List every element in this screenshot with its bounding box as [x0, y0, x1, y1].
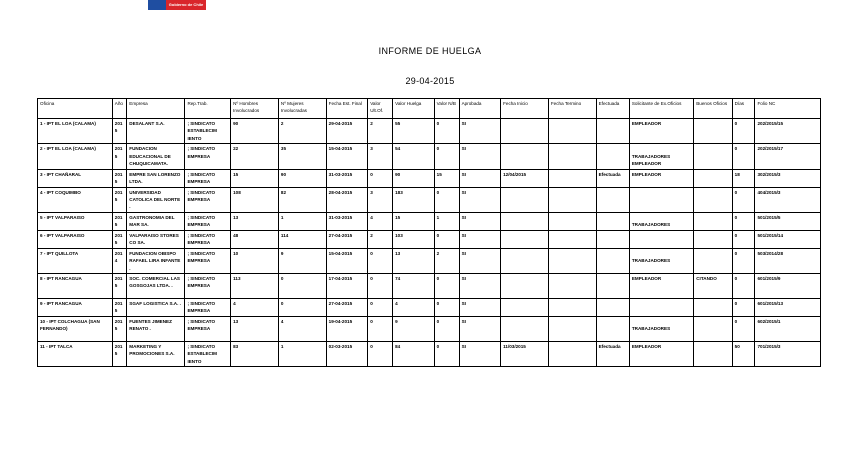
- cell-oficina: 11 - IPT TALCA: [38, 341, 113, 366]
- logo-text: Gobierno de Chile: [166, 0, 206, 10]
- cell-inicio: [501, 298, 549, 316]
- cell-huelga: 74: [393, 273, 435, 298]
- cell-inicio: 11/03/2015: [501, 341, 549, 366]
- cell-empresa: SOC. COMERCIAL LAS GOSGOJAS LTDA. .: [127, 273, 185, 298]
- cell-hombres: 13: [231, 316, 279, 341]
- cell-buenos: [694, 341, 732, 366]
- cell-aprobada: SI: [459, 230, 501, 248]
- cell-folio: 503/2014/28: [755, 248, 821, 273]
- cell-termino: [548, 144, 596, 169]
- cell-rep: ; SINDICATO EMPRESA: [185, 169, 231, 187]
- cell-rep: ; SINDICATO EMPRESA: [185, 144, 231, 169]
- cell-folio: 404/2015/3: [755, 187, 821, 212]
- cell-anio: 2015: [112, 341, 127, 366]
- cell-nb: 0: [434, 298, 459, 316]
- col-header: Días: [732, 99, 755, 119]
- cell-fecha-final: 02-03-2015: [326, 341, 368, 366]
- cell-termino: [548, 212, 596, 230]
- cell-solicitante: [629, 341, 693, 366]
- cell-empresa: VALPARAISO STORES CO SA.: [127, 230, 185, 248]
- table-body: [38, 119, 821, 367]
- cell-folio: 601/2015/13: [755, 298, 821, 316]
- cell-nb: 0: [434, 144, 459, 169]
- col-header: Valor N/B: [434, 99, 459, 119]
- table-header-row: [38, 99, 821, 119]
- cell-oficina: 3 - IPT CHAÑARAL: [38, 169, 113, 187]
- table-row: [38, 212, 821, 230]
- solicitante-trabajadores: TRABAJADORES: [631, 326, 671, 332]
- solicitante-empleador: EMPLEADOR: [631, 343, 662, 349]
- cell-mujeres: 1: [278, 341, 326, 366]
- cell-empresa: DESALANT S.A.: [127, 119, 185, 144]
- cell-fecha-final: 28-04-2015: [326, 187, 368, 212]
- cell-efectuada: Efectuada: [596, 341, 629, 366]
- cell-folio: 701/2015/3: [755, 341, 821, 366]
- cell-buenos: [694, 212, 732, 230]
- cell-rep: ; SINDICATO EMPRESA: [185, 248, 231, 273]
- cell-ult-of: 4: [368, 212, 393, 230]
- table-row: [38, 169, 821, 187]
- solicitante-trabajadores: TRABAJADORES: [631, 222, 671, 228]
- cell-mujeres: 35: [278, 144, 326, 169]
- cell-folio: 202/2015/17: [755, 144, 821, 169]
- cell-ult-of: 0: [368, 316, 393, 341]
- cell-oficina: 6 - IPT VALPARAISO: [38, 230, 113, 248]
- cell-dias: 0: [732, 273, 755, 298]
- col-header: Rep.Trab.: [185, 99, 231, 119]
- cell-solicitante: [629, 169, 693, 187]
- cell-aprobada: SI: [459, 341, 501, 366]
- cell-nb: 15: [434, 169, 459, 187]
- cell-huelga: 13: [393, 248, 435, 273]
- table-row: [38, 119, 821, 144]
- cell-aprobada: SI: [459, 144, 501, 169]
- cell-nb: 0: [434, 273, 459, 298]
- cell-rep: ; SINDICATO EMPRESA: [185, 212, 231, 230]
- cell-mujeres: 0: [278, 298, 326, 316]
- cell-efectuada: [596, 248, 629, 273]
- cell-rep: ; SINDICATO ESTABLECIM IENTO: [185, 119, 231, 144]
- cell-efectuada: [596, 298, 629, 316]
- cell-fecha-final: 27-04-2015: [326, 298, 368, 316]
- cell-termino: [548, 230, 596, 248]
- solicitante-trabajadores: TRABAJADORES: [631, 258, 671, 264]
- col-header: Aprobada: [459, 99, 501, 119]
- cell-empresa: SGAF LOGISTICA S.A. .: [127, 298, 185, 316]
- cell-anio: 2015: [112, 119, 127, 144]
- solicitante-trabajadores: TRABAJADORES EMPLEADOR: [631, 153, 671, 167]
- cell-aprobada: SI: [459, 169, 501, 187]
- cell-efectuada: Efectuada: [596, 169, 629, 187]
- cell-mujeres: 1: [278, 212, 326, 230]
- cell-ult-of: 0: [368, 248, 393, 273]
- cell-folio: 501/2015/14: [755, 230, 821, 248]
- cell-dias: 50: [732, 341, 755, 366]
- table-row: [38, 273, 821, 298]
- cell-solicitante: [629, 119, 693, 144]
- cell-oficina: 10 - IPT COLCHAGUA (SAN FERNANDO): [38, 316, 113, 341]
- cell-empresa: UNIVERSIDAD CATOLICA DEL NORTE .: [127, 187, 185, 212]
- cell-inicio: [501, 248, 549, 273]
- cell-solicitante: [629, 187, 693, 212]
- cell-solicitante: [629, 230, 693, 248]
- cell-termino: [548, 316, 596, 341]
- table-row: [38, 230, 821, 248]
- cell-oficina: 1 - IPT EL LOA (CALAMA): [38, 119, 113, 144]
- cell-aprobada: SI: [459, 212, 501, 230]
- solicitante-empleador: EMPLEADOR: [631, 171, 662, 177]
- cell-dias: 0: [732, 119, 755, 144]
- col-header: Nº Mujeres Involucradas: [278, 99, 326, 119]
- cell-termino: [548, 169, 596, 187]
- cell-nb: 0: [434, 187, 459, 212]
- col-header: Fecha Est. Final: [326, 99, 368, 119]
- cell-folio: 602/2015/1: [755, 316, 821, 341]
- cell-nb: 0: [434, 119, 459, 144]
- cell-ult-of: 0: [368, 298, 393, 316]
- cell-aprobada: SI: [459, 298, 501, 316]
- cell-inicio: [501, 212, 549, 230]
- col-header: Valor Huelga: [393, 99, 435, 119]
- cell-folio: 601/2015/9: [755, 273, 821, 298]
- cell-termino: [548, 119, 596, 144]
- cell-aprobada: SI: [459, 119, 501, 144]
- report-date: 29-04-2015: [405, 76, 455, 86]
- cell-mujeres: 82: [278, 187, 326, 212]
- cell-fecha-final: 17-04-2015: [326, 273, 368, 298]
- cell-anio: 2015: [112, 230, 127, 248]
- cell-empresa: FUENTES JIMENEZ RENATO .: [127, 316, 185, 341]
- cell-aprobada: SI: [459, 273, 501, 298]
- cell-mujeres: 2: [278, 119, 326, 144]
- cell-inicio: [501, 187, 549, 212]
- cell-empresa: FUNDACION OBISPO RAFAEL LIRA INFANTE .: [127, 248, 185, 273]
- cell-anio: 2015: [112, 169, 127, 187]
- cell-buenos: [694, 187, 732, 212]
- table-row: [38, 316, 821, 341]
- cell-fecha-final: 31-03-2015: [326, 212, 368, 230]
- cell-anio: 2015: [112, 316, 127, 341]
- cell-buenos: [694, 119, 732, 144]
- cell-ult-of: 0: [368, 169, 393, 187]
- cell-buenos: [694, 298, 732, 316]
- cell-empresa: MARKETING Y PROMOCIONES S.A.: [127, 341, 185, 366]
- cell-oficina: 9 - IPT RANCAGUA: [38, 298, 113, 316]
- cell-ult-of: 2: [368, 230, 393, 248]
- cell-rep: ; SINDICATO EMPRESA: [185, 298, 231, 316]
- cell-ult-of: 0: [368, 273, 393, 298]
- cell-huelga: 54: [393, 144, 435, 169]
- cell-solicitante: [629, 298, 693, 316]
- cell-huelga: 84: [393, 341, 435, 366]
- cell-hombres: 48: [231, 230, 279, 248]
- cell-aprobada: SI: [459, 316, 501, 341]
- cell-huelga: 183: [393, 187, 435, 212]
- cell-hombres: 22: [231, 144, 279, 169]
- cell-fecha-final: 19-04-2015: [326, 316, 368, 341]
- cell-hombres: 108: [231, 187, 279, 212]
- cell-dias: 0: [732, 248, 755, 273]
- cell-buenos: [694, 144, 732, 169]
- cell-hombres: 15: [231, 169, 279, 187]
- cell-efectuada: [596, 187, 629, 212]
- solicitante-empleador: EMPLEADOR: [631, 121, 662, 126]
- cell-folio: 501/2015/5: [755, 212, 821, 230]
- cell-hombres: 90: [231, 119, 279, 144]
- cell-inicio: [501, 273, 549, 298]
- cell-solicitante: [629, 273, 693, 298]
- cell-solicitante: [629, 212, 693, 230]
- col-header: Fecha Termino: [548, 99, 596, 119]
- cell-nb: 2: [434, 248, 459, 273]
- cell-huelga: 90: [393, 169, 435, 187]
- cell-efectuada: [596, 230, 629, 248]
- cell-empresa: EMPRE SAN LORENZO LTDA.: [127, 169, 185, 187]
- cell-rep: ; SINDICATO EMPRESA: [185, 230, 231, 248]
- cell-inicio: [501, 230, 549, 248]
- cell-inicio: [501, 144, 549, 169]
- cell-mujeres: 9: [278, 248, 326, 273]
- cell-hombres: 10: [231, 248, 279, 273]
- table-row: [38, 248, 821, 273]
- cell-inicio: [501, 316, 549, 341]
- cell-anio: 2014: [112, 248, 127, 273]
- cell-termino: [548, 187, 596, 212]
- cell-buenos: [694, 230, 732, 248]
- cell-efectuada: [596, 212, 629, 230]
- cell-termino: [548, 298, 596, 316]
- cell-hombres: 13: [231, 212, 279, 230]
- cell-huelga: 4: [393, 298, 435, 316]
- col-header: Oficina: [38, 99, 113, 119]
- cell-hombres: 113: [231, 273, 279, 298]
- cell-rep: ; SINDICATO EMPRESA: [185, 273, 231, 298]
- cell-dias: 0: [732, 212, 755, 230]
- cell-oficina: 4 - IPT COQUIMBO: [38, 187, 113, 212]
- col-header: Empresa: [127, 99, 185, 119]
- cell-aprobada: SI: [459, 187, 501, 212]
- col-header: Valor Ult.Of.: [368, 99, 393, 119]
- cell-efectuada: [596, 144, 629, 169]
- cell-anio: 2015: [112, 298, 127, 316]
- cell-aprobada: SI: [459, 248, 501, 273]
- cell-hombres: 83: [231, 341, 279, 366]
- cell-nb: 1: [434, 212, 459, 230]
- cell-efectuada: [596, 119, 629, 144]
- cell-oficina: 7 - IPT QUILLOTA: [38, 248, 113, 273]
- cell-mujeres: 4: [278, 316, 326, 341]
- col-header: Nº Hombres Involucrados: [231, 99, 279, 119]
- cell-efectuada: [596, 273, 629, 298]
- cell-solicitante: [629, 316, 693, 341]
- cell-folio: 302/2015/3: [755, 169, 821, 187]
- cell-mujeres: 0: [278, 273, 326, 298]
- cell-ult-of: 3: [368, 187, 393, 212]
- cell-huelga: 15: [393, 212, 435, 230]
- table-row: [38, 341, 821, 366]
- cell-folio: 202/2015/15: [755, 119, 821, 144]
- cell-fecha-final: 27-04-2015: [326, 230, 368, 248]
- cell-huelga: 103: [393, 230, 435, 248]
- cell-anio: 2015: [112, 212, 127, 230]
- col-header: Solicitante de Ex.Oficios: [629, 99, 693, 119]
- cell-rep: ; SINDICATO EMPRESA: [185, 187, 231, 212]
- cell-rep: ; SINDICATO ESTABLECIM IENTO: [185, 341, 231, 366]
- cell-anio: 2015: [112, 144, 127, 169]
- cell-ult-of: 3: [368, 144, 393, 169]
- col-header: Folio NC: [755, 99, 821, 119]
- cell-nb: 0: [434, 316, 459, 341]
- cell-buenos: [694, 248, 732, 273]
- cell-rep: ; SINDICATO EMPRESA: [185, 316, 231, 341]
- cell-mujeres: 90: [278, 169, 326, 187]
- cell-inicio: [501, 119, 549, 144]
- report-title: INFORME DE HUELGA: [378, 46, 482, 56]
- cell-solicitante: [629, 144, 693, 169]
- col-header: Fecha Inicio: [501, 99, 549, 119]
- cell-ult-of: 2: [368, 119, 393, 144]
- cell-dias: 0: [732, 187, 755, 212]
- cell-fecha-final: 29-04-2015: [326, 119, 368, 144]
- cell-empresa: GASTRONOMIA DEL MAR SA.: [127, 212, 185, 230]
- col-header: Año: [112, 99, 127, 119]
- table-row: [38, 144, 821, 169]
- logo-blue-block: [148, 0, 166, 10]
- cell-hombres: 4: [231, 298, 279, 316]
- cell-anio: 2015: [112, 273, 127, 298]
- cell-buenos: [694, 169, 732, 187]
- table-row: [38, 187, 821, 212]
- cell-termino: [548, 248, 596, 273]
- col-header: Buenos Oficios: [694, 99, 732, 119]
- cell-termino: [548, 341, 596, 366]
- cell-dias: 0: [732, 316, 755, 341]
- cell-mujeres: 114: [278, 230, 326, 248]
- solicitante-empleador: EMPLEADOR: [631, 275, 662, 281]
- cell-anio: 2015: [112, 187, 127, 212]
- cell-dias: 0: [732, 144, 755, 169]
- strike-report-table: [37, 98, 821, 367]
- table-row: [38, 298, 821, 316]
- cell-nb: 0: [434, 230, 459, 248]
- cell-nb: 0: [434, 341, 459, 366]
- cell-efectuada: [596, 316, 629, 341]
- cell-buenos: [694, 316, 732, 341]
- cell-termino: [548, 273, 596, 298]
- cell-inicio: 12/04/2015: [501, 169, 549, 187]
- col-header: Efectuada: [596, 99, 629, 119]
- cell-fecha-final: 15-04-2015: [326, 144, 368, 169]
- cell-oficina: 2 - IPT EL LOA (CALAMA): [38, 144, 113, 169]
- cell-huelga: 55: [393, 119, 435, 144]
- cell-buenos: CITANDO: [694, 273, 732, 298]
- cell-dias: 18: [732, 169, 755, 187]
- gobierno-logo: [148, 0, 206, 10]
- cell-solicitante: [629, 248, 693, 273]
- cell-huelga: 9: [393, 316, 435, 341]
- cell-dias: 0: [732, 230, 755, 248]
- cell-dias: 0: [732, 298, 755, 316]
- cell-oficina: 5 - IPT VALPARAISO: [38, 212, 113, 230]
- cell-oficina: 8 - IPT RANCAGUA: [38, 273, 113, 298]
- cell-fecha-final: 15-04-2015: [326, 248, 368, 273]
- cell-fecha-final: 31-03-2015: [326, 169, 368, 187]
- cell-empresa: FUNDACION EDUCACIONAL DE CHUQUICAMATA.: [127, 144, 185, 169]
- cell-ult-of: 0: [368, 341, 393, 366]
